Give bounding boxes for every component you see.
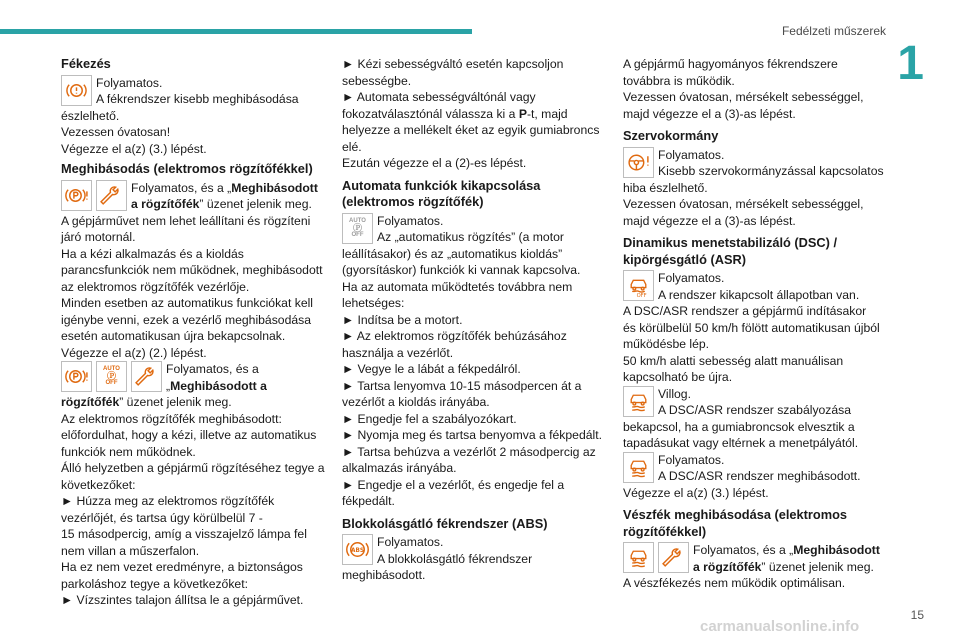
abs-row: ABS Folyamatos. A blokkolásgátló fékrendszer	[342, 534, 607, 567]
skid-car-icon	[623, 452, 654, 483]
dsc-off-row: OFF Folyamatos. A rendszer kikapcsolt állapotban van.	[623, 270, 893, 303]
chapter-number: 1	[897, 37, 924, 90]
fekezes-row: Folyamatos. A fékrendszer kisebb meghibásodása	[61, 75, 323, 108]
dsc-active-row: Villog. A DSC/ASR rendszer szabályozása	[623, 386, 893, 419]
heading-veszfek-1: Vészfék meghibásodása (elektromos	[623, 507, 848, 522]
column-2: ► Kézi sebességváltó esetén kapcsoljon sebességbe. ► Automata sebességváltónál vagy fokozatválasztónál válassza ki a P-t, majd helyezze a mellékelt éket az egyik gumiabroncs elé. Ezután végezze el a (2)-es lépést. Automata funkciók kikapcsolása (elektromos rögzítőfék) AUTO Ⓟ OFF Folyamatos. Az „automatikus rögzítés” (a motor leállításakor) és az „automatikus kioldás” (gyorsításkor) funkciók ki vannak kapcsolva. Ha az automata működtetés továbbra nem lehetséges: ► Indítsa be a motort. ► Az elektromos rögzítőfék behúzásához használja a vezérlőt. ► Vegye le a lábát a fékpedálról. ► Tartsa lenyomva 10-15 másodpercen át a vezérlőt a kioldás irányába. ► Engedje fel a szabályozókart. ► Nyomja meg és tartsa benyomva a fékpedált. ► Tartsa behúzva a vezérlőt 2 másodpercig az alkalmazás irányába. ► Engedje el a vezérlőt, és engedje fel a fékpedált. Blokkolásgátló fékrendszer (ABS) ABS Folyamatos. A blokkolásgátló fékrendszer meghibásodott.	[342, 56, 607, 584]
svg-text:OFF: OFF	[636, 292, 647, 298]
heading-fekezes: Fékezés	[61, 56, 111, 71]
elektromos-row-2: AUTO Ⓟ OFF Folyamatos, és a „Meghibásodott a	[61, 361, 323, 394]
heading-szervo: Szervokormány	[623, 128, 719, 143]
veszfek-row: Folyamatos, és a „Meghibásodott a rögzítőfék” üzenet jelenik meg.	[623, 542, 893, 575]
heading-auto-2: (elektromos rögzítőfék)	[342, 194, 484, 209]
watermark: carmanualsonline.info	[700, 618, 860, 635]
elektromos-row: Folyamatos, és a „Meghibásodott a rögzítőfék” üzenet jelenik meg.	[61, 180, 323, 213]
szervo-row: Folyamatos. Kisebb szervokormányzással kapcsolatos	[623, 147, 893, 180]
parking-brake-fault-icon	[61, 180, 92, 211]
column-3: A gépjármű hagyományos fékrendszere továbbra is működik. Vezessen óvatosan, mérsékelt sebességgel, majd végezze el a (3)-as lépést. Szervokormány Folyamatos. Kisebb szervokormányzással kapcsolatos hiba észlelhető. Vezessen óvatosan, mérsékelt sebességgel, majd végezze el a (3)-as lépést. Dinamikus menetstabilizáló (DSC) / kipörgésgátló (ASR) OFF Folyamatos. A rendszer kikapcsolt állapotban van. A DSC/ASR rendszer a gépjármű indításakor és körülbelül 50 km/h fölött automatikusan újból működésbe lép. 50 km/h alatti sebesség alatt manuálisan kapcsolható be újra. Villog. A DSC/ASR rendszer szabályozása bekapcsol, ha a gumiabroncsok elvesztik a tapadásukat vagy eltérnek a menetpályától. Folyamatos. A DSC/ASR rendszer meghibásodott. Végezze el a(z) (3.) lépést. Vészfék meghibásodása (elektromos rögzítőfékkel) Folyamatos, és a „Meghibásodott a rögzítőfék” üzenet jelenik meg. A vészfékezés nem működik optimálisan.	[623, 56, 893, 592]
parking-brake-fault-icon	[61, 361, 92, 392]
auto-off-icon: AUTO Ⓟ OFF	[96, 361, 127, 392]
dsc-fault-row: Folyamatos. A DSC/ASR rendszer meghibásodott.	[623, 452, 893, 485]
skid-car-icon	[623, 386, 654, 417]
heading-dsc-2: kipörgésgátló (ASR)	[623, 251, 747, 267]
heading-abs: Blokkolásgátló fékrendszer (ABS)	[342, 515, 548, 531]
section-title: Fedélzeti műszerek	[781, 24, 886, 38]
svg-text:ABS: ABS	[351, 547, 364, 554]
wrench-icon	[96, 180, 127, 211]
column-1: Fékezés Folyamatos. A fékrendszer kisebb meghibásodása észlelhető. Vezessen óvatosan! Végezze el a(z) (3.) lépést. Meghibásodás (elektromos rögzítőfékkel) Folyamatos, és a „Meghibásodott a rögzítőfék” üzenet jelenik meg. A gépjárművet nem lehet leállítani és rögzíteni járó motornál. Ha a kézi alkalmazás és a kioldás parancsfunkciók nem működnek, meghibásodott az elektromos rögzítőfék vezérlője. Minden esetben az automatikus funkciókat kell igénybe venni, ezek a vezérlő meghibásodása esetén automatikusan újra bekapcsolnak. Végezze el a(z) (2.) lépést. AUTO Ⓟ OFF Folyamatos, és a „Meghibásodott a rögzítőfék” üzenet jelenik meg. Az elektromos rögzítőfék meghibásodott: előfordulhat, hogy a kézi, illetve az automatikus funkciók nem működnek. Álló helyzetben a gépjármű rögzítéséhez tegye a következőket: ► Húzza meg az elektromos rögzítőfék vezérlőjét, és tartsa úgy körülbelül 7 - 15 másodpercig, amíg a visszajelző lámpa fel nem villan a műszerfalon. Ha ez nem vezet eredményre, a biztonságos parkoláshoz tegye a következőket: ► Vízszintes talajon állítsa le a gépjárművet.	[61, 56, 325, 607]
skid-car-icon	[623, 542, 654, 573]
page-number: 15	[910, 608, 924, 622]
auto-row: AUTO Ⓟ OFF Folyamatos. Az „automatikus rögzítés” (a motor	[342, 213, 607, 246]
auto-off-icon: AUTO Ⓟ OFF	[342, 213, 373, 244]
wrench-icon	[131, 361, 162, 392]
heading-dsc-1: Dinamikus menetstabilizáló (DSC) /	[623, 235, 838, 250]
heading-elektromos: Meghibásodás (elektromos rögzítőfékkel)	[61, 161, 313, 176]
wrench-icon	[658, 542, 689, 573]
heading-veszfek-2: rögzítőfékkel)	[623, 523, 707, 539]
brake-warning-icon	[61, 75, 92, 106]
abs-icon	[342, 534, 373, 565]
heading-auto-1: Automata funkciók kikapcsolása	[342, 177, 541, 193]
dsc-off-icon	[623, 270, 654, 301]
steering-wheel-warning-icon	[623, 147, 654, 178]
header-accent-bar	[0, 29, 472, 34]
